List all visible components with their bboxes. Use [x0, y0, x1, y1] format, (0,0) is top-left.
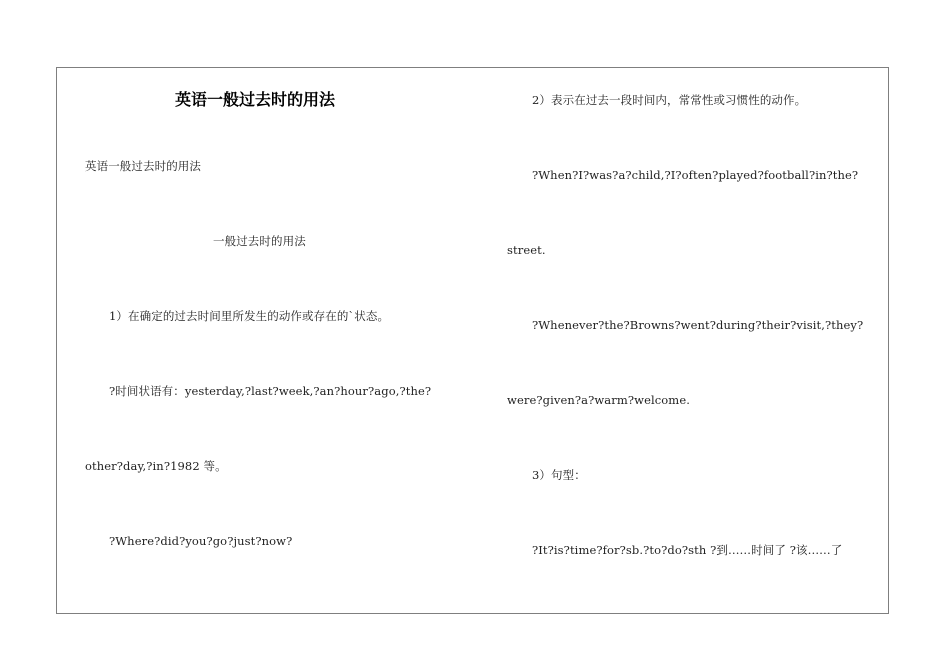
example-2-line-1: ?When?I?was?a?child,?I?often?played?football?in?the? [532, 168, 859, 182]
example-2-line-2: street. [507, 243, 546, 257]
sentence-pattern: ?It?is?time?for?sb.?to?do?sth ?到……时间了 ?该……了 [532, 543, 843, 557]
point-1: 1）在确定的过去时间里所发生的动作或存在的`状态。 [109, 309, 390, 323]
example-1: ?Where?did?you?go?just?now? [109, 534, 293, 548]
adverbials-line-1: ?时间状语有：yesterday,?last?week,?an?hour?ago,?the? [109, 384, 432, 398]
adverbials-line-2: other?day,?in?1982 等。 [85, 459, 227, 473]
document-title: 英语一般过去时的用法 [175, 90, 336, 109]
point-2: 2）表示在过去一段时间内，常常性或习惯性的动作。 [532, 93, 807, 107]
page-frame [56, 67, 889, 614]
example-3-line-1: ?Whenever?the?Browns?went?during?their?visit,?they? [532, 318, 864, 332]
section-heading: 一般过去时的用法 [213, 234, 306, 248]
point-3: 3）句型： [532, 468, 586, 482]
subtitle: 英语一般过去时的用法 [85, 159, 201, 173]
example-3-line-2: were?given?a?warm?welcome. [507, 393, 690, 407]
